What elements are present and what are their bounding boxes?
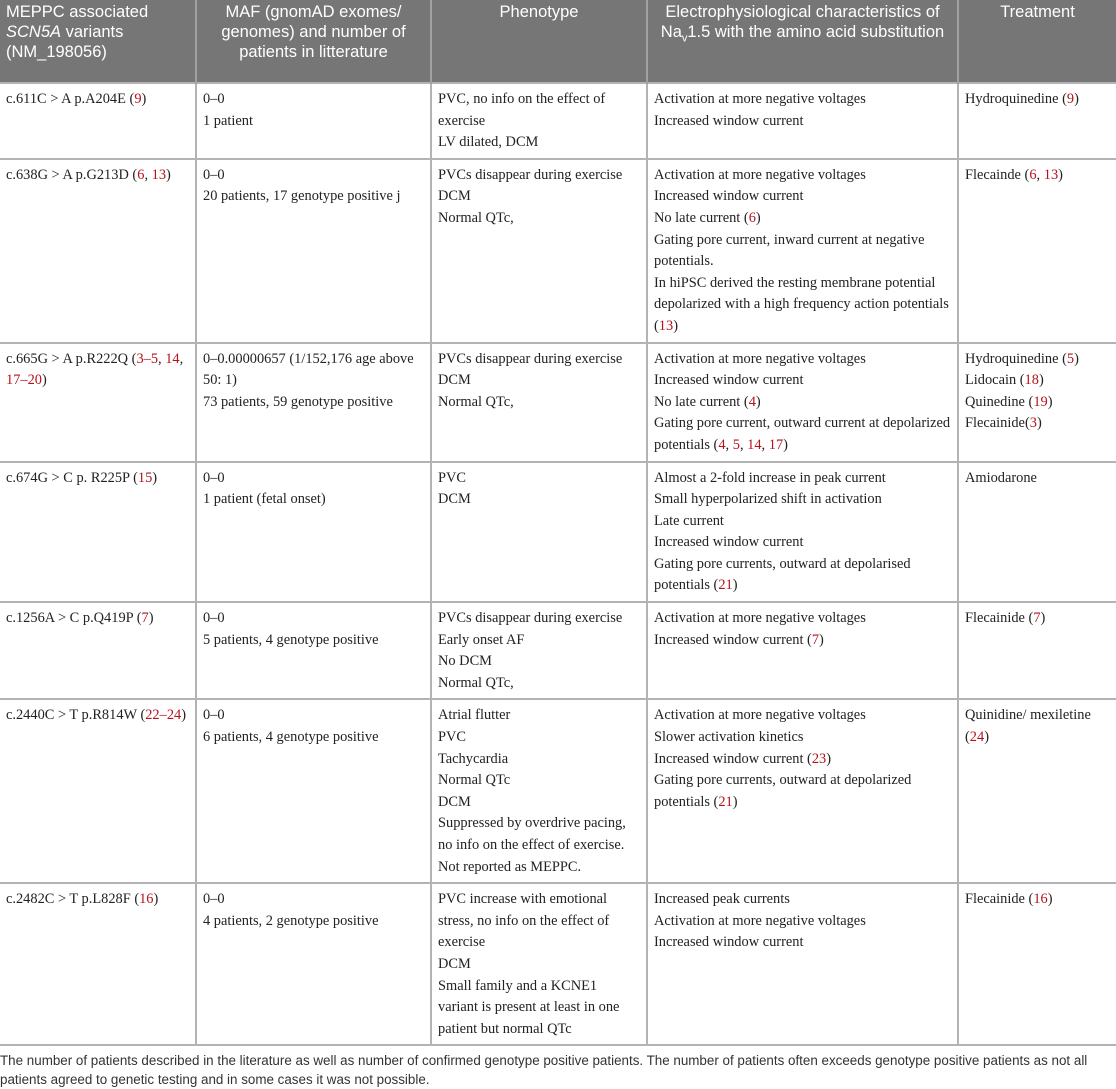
reference-link[interactable]: 23 (811, 750, 827, 767)
cell-line: Small hyperpolarized shift in activation (654, 491, 882, 508)
cell-line: Quinidine/ mexiletine (24) (965, 707, 1091, 746)
reference-link[interactable]: 21 (718, 577, 733, 594)
cell-line: Electrophysiological characteristics of $Na_v1.5$ with the amino acid substitution (660, 3, 945, 45)
column-header-treatment (958, 0, 1116, 83)
cell-electrophysiology (647, 602, 958, 699)
table-row (0, 343, 1116, 462)
cell-line: c.2440C > T p.R814W (22–24) (6, 707, 187, 724)
gene-name: SCN5A (6, 23, 62, 41)
cell-line: c.674G > C p. R225P (15) (6, 469, 158, 486)
cell-line: Increased window current (7) (654, 631, 824, 648)
cell-line: Not reported as MEPPC. (438, 858, 582, 875)
reference-link[interactable]: 6 (1029, 166, 1037, 183)
subscript: v (681, 32, 688, 45)
cell-phenotype (431, 602, 647, 699)
cell-line: 0–0 (203, 469, 225, 486)
cell-variant (0, 159, 196, 343)
cell-line: Atrial flutter (438, 707, 511, 724)
cell-variant (0, 343, 196, 462)
cell-line: 4 patients, 2 genotype positive (203, 912, 379, 929)
column-header-electrophysiology (647, 0, 958, 83)
cell-line: c.665G > A p.R222Q (3–5, 14, 17–20) (6, 350, 184, 389)
cell-treatment (958, 83, 1116, 159)
reference-link[interactable]: 9 (1066, 91, 1075, 107)
cell-maf-patients (196, 699, 431, 883)
cell-line: Increased window current (23) (654, 750, 832, 767)
reference-link[interactable]: 6 (748, 209, 756, 226)
cell-phenotype (431, 883, 647, 1045)
column-header-variant (0, 0, 196, 83)
table-header-row (0, 0, 1116, 83)
cell-maf-patients (196, 462, 431, 603)
cell-line: 0–0 (203, 91, 225, 107)
cell-line: 0–0 (203, 610, 225, 627)
cell-line: Early onset AF (438, 631, 525, 648)
cell-line: Treatment (1000, 3, 1075, 21)
cell-line: c.2482C > T p.L828F (16) (6, 891, 159, 908)
cell-line: Normal QTc (438, 772, 511, 789)
cell-line: 0–0 (203, 707, 225, 724)
cell-maf-patients (196, 343, 431, 462)
cell-line: Activation at more negative voltages (654, 91, 866, 107)
reference-link[interactable]: 6 (137, 166, 145, 183)
reference-link[interactable]: 22–24 (145, 707, 182, 724)
cell-maf-patients (196, 83, 431, 159)
cell-line: 0–0 (203, 891, 225, 908)
cell-electrophysiology (647, 462, 958, 603)
cell-treatment (958, 343, 1116, 462)
table-row (0, 602, 1116, 699)
cell-line: Activation at more negative voltages (654, 350, 866, 367)
cell-line: Suppressed by overdrive pacing, no info on the effect of exercise. (438, 815, 626, 853)
cell-electrophysiology (647, 883, 958, 1045)
cell-phenotype (431, 159, 647, 343)
cell-line: Hydroquinedine (9) (965, 91, 1079, 107)
cell-electrophysiology (647, 699, 958, 883)
table-caption: The number of patients described in the literature as well as number of confirmed genotype positive patients. The number of patients often exceeds genotype positive patients as not all patients agreed to genetic testing and in some cases it was not possible. (0, 1053, 1088, 1088)
cell-treatment (958, 883, 1116, 1045)
cell-line: DCM (438, 955, 471, 972)
reference-link[interactable]: 7 (811, 631, 820, 648)
cell-phenotype (431, 699, 647, 883)
cell-line: DCM (438, 491, 471, 508)
reference-link[interactable]: 5 (732, 436, 740, 453)
cell-line: Tachycardia (438, 750, 509, 767)
cell-line: Small family and a KCNE1 variant is present at least in one patient but normal QTc (438, 977, 620, 1037)
reference-link[interactable]: 17 (768, 436, 784, 453)
cell-line: Gating pore current, inward current at negative potentials. (654, 231, 925, 270)
cell-line: Activation at more negative voltages (654, 166, 866, 183)
cell-line: Increased window current (654, 534, 804, 551)
reference-link[interactable]: 15 (137, 469, 153, 486)
reference-link[interactable]: 3–5 (136, 350, 159, 367)
cell-line: LV dilated, DCM (438, 134, 539, 151)
cell-line: 5 patients, 4 genotype positive (203, 631, 379, 648)
cell-line: Phenotype (499, 3, 579, 21)
cell-line: Activation at more negative voltages (654, 912, 866, 929)
cell-line: DCM (438, 793, 471, 810)
reference-link[interactable]: 4 (748, 393, 756, 410)
cell-line: PVC increase with emotional stress, no info on the effect of exercise (438, 891, 610, 951)
reference-link[interactable]: 16 (139, 891, 154, 908)
cell-line: c.611C > A p.A204E (9) (6, 91, 147, 107)
table-row (0, 462, 1116, 603)
cell-variant (0, 602, 196, 699)
cell-variant (0, 699, 196, 883)
cell-line: 6 patients, 4 genotype positive (203, 729, 379, 746)
cell-line: Slower activation kinetics (654, 729, 804, 746)
reference-link[interactable]: 24 (969, 729, 985, 746)
cell-line: Almost a 2-fold increase in peak current (654, 469, 886, 486)
cell-line: No DCM (438, 653, 492, 670)
cell-line: Flecainide(3) (965, 415, 1042, 432)
cell-line: Gating pore current, outward current at depolarized potentials (4, 5, 14, 17) (654, 415, 951, 453)
cell-line: PVC (438, 729, 466, 746)
cell-line: In hiPSC derived the resting membrane potential depolarized with a high frequency action potentials (13) (654, 274, 949, 334)
cell-line: Quinedine (19) (965, 393, 1053, 410)
cell-variant (0, 462, 196, 603)
cell-line: SCN5A variants (NM_198056) (6, 23, 124, 61)
cell-line: Normal QTc, (438, 209, 514, 226)
cell-phenotype (431, 343, 647, 462)
reference-link[interactable]: 18 (1024, 372, 1039, 389)
cell-line: Normal QTc, (438, 674, 514, 691)
cell-treatment (958, 159, 1116, 343)
reference-link[interactable]: 17–20 (6, 372, 42, 389)
cell-line: DCM (438, 188, 471, 205)
cell-line: Amiodarone (965, 469, 1037, 486)
cell-line: Normal QTc, (438, 393, 514, 410)
cell-line: Activation at more negative voltages (654, 610, 866, 627)
cell-line: 1 patient (203, 112, 253, 129)
reference-link[interactable]: 13 (151, 166, 167, 183)
reference-link[interactable]: 4 (718, 436, 726, 453)
cell-treatment (958, 462, 1116, 603)
reference-link[interactable]: 13 (1043, 166, 1059, 183)
cell-line: 0–0.00000657 (1/152,176 age above 50: 1) (203, 350, 414, 389)
reference-link[interactable]: 5 (1066, 350, 1075, 367)
cell-line: No late current (4) (654, 393, 761, 410)
cell-line: Activation at more negative voltages (654, 707, 866, 724)
cell-line: Flecainide (7) (965, 610, 1046, 627)
cell-treatment (958, 699, 1116, 883)
cell-line: Increased peak currents (654, 891, 790, 908)
reference-link[interactable]: 14 (747, 436, 762, 453)
cell-maf-patients (196, 602, 431, 699)
cell-treatment (958, 602, 1116, 699)
cell-line: Late current (654, 512, 724, 529)
cell-line: PVC (438, 469, 466, 486)
cell-line: 73 patients, 59 genotype positive (203, 393, 393, 410)
cell-line: MEPPC associated (6, 3, 149, 21)
cell-line: Flecainde (6, 13) (965, 166, 1063, 183)
column-header-maf-patients (196, 0, 431, 83)
reference-link[interactable]: 3 (1029, 415, 1037, 432)
reference-link[interactable]: 7 (1033, 610, 1041, 627)
cell-line: 0–0 (203, 166, 225, 183)
cell-variant (0, 83, 196, 159)
reference-link[interactable]: 13 (658, 317, 674, 334)
column-header-phenotype (431, 0, 647, 83)
cell-line: PVC, no info on the effect of exercise (438, 91, 606, 129)
cell-line: Gating pore currents, outward at depolarised potentials (21) (654, 555, 911, 594)
table-row (0, 699, 1116, 883)
cell-electrophysiology (647, 83, 958, 159)
reference-link[interactable]: 9 (134, 91, 142, 107)
cell-line: Lidocain (18) (965, 372, 1044, 389)
cell-maf-patients (196, 883, 431, 1045)
cell-line: MAF (gnomAD exomes/ genomes) and number of patients in litterature (221, 3, 406, 61)
cell-maf-patients (196, 159, 431, 343)
cell-line: Hydroquinedine (5) (965, 350, 1079, 367)
cell-line: 1 patient (fetal onset) (203, 491, 326, 508)
cell-line: Flecainide (16) (965, 891, 1053, 908)
cell-electrophysiology (647, 343, 958, 462)
cell-line: 20 patients, 17 genotype positive j (203, 188, 401, 205)
table-row (0, 883, 1116, 1045)
cell-line: No late current (6) (654, 209, 761, 226)
cell-line: c.1256A > C p.Q419P (7) (6, 610, 154, 627)
cell-line: PVCs disappear during exercise (438, 166, 623, 183)
cell-electrophysiology (647, 159, 958, 343)
cell-line: DCM (438, 372, 471, 389)
table-row (0, 83, 1116, 159)
reference-link[interactable]: 16 (1033, 891, 1048, 908)
cell-line: Increased window current (654, 112, 804, 129)
cell-variant (0, 883, 196, 1045)
reference-link[interactable]: 19 (1033, 393, 1048, 410)
reference-link[interactable]: 14 (165, 350, 180, 367)
reference-link[interactable]: 7 (141, 610, 149, 627)
cell-line: Increased window current (654, 934, 804, 951)
cell-phenotype (431, 83, 647, 159)
cell-line: Increased window current (654, 188, 804, 205)
cell-line: Increased window current (654, 372, 804, 389)
cell-line: PVCs disappear during exercise (438, 610, 623, 627)
cell-phenotype (431, 462, 647, 603)
cell-line: Gating pore currents, outward at depolarized potentials (21) (654, 772, 912, 810)
reference-link[interactable]: 21 (718, 793, 733, 810)
cell-line: c.638G > A p.G213D (6, 13) (6, 166, 171, 183)
table-row (0, 159, 1116, 343)
cell-line: PVCs disappear during exercise (438, 350, 623, 367)
